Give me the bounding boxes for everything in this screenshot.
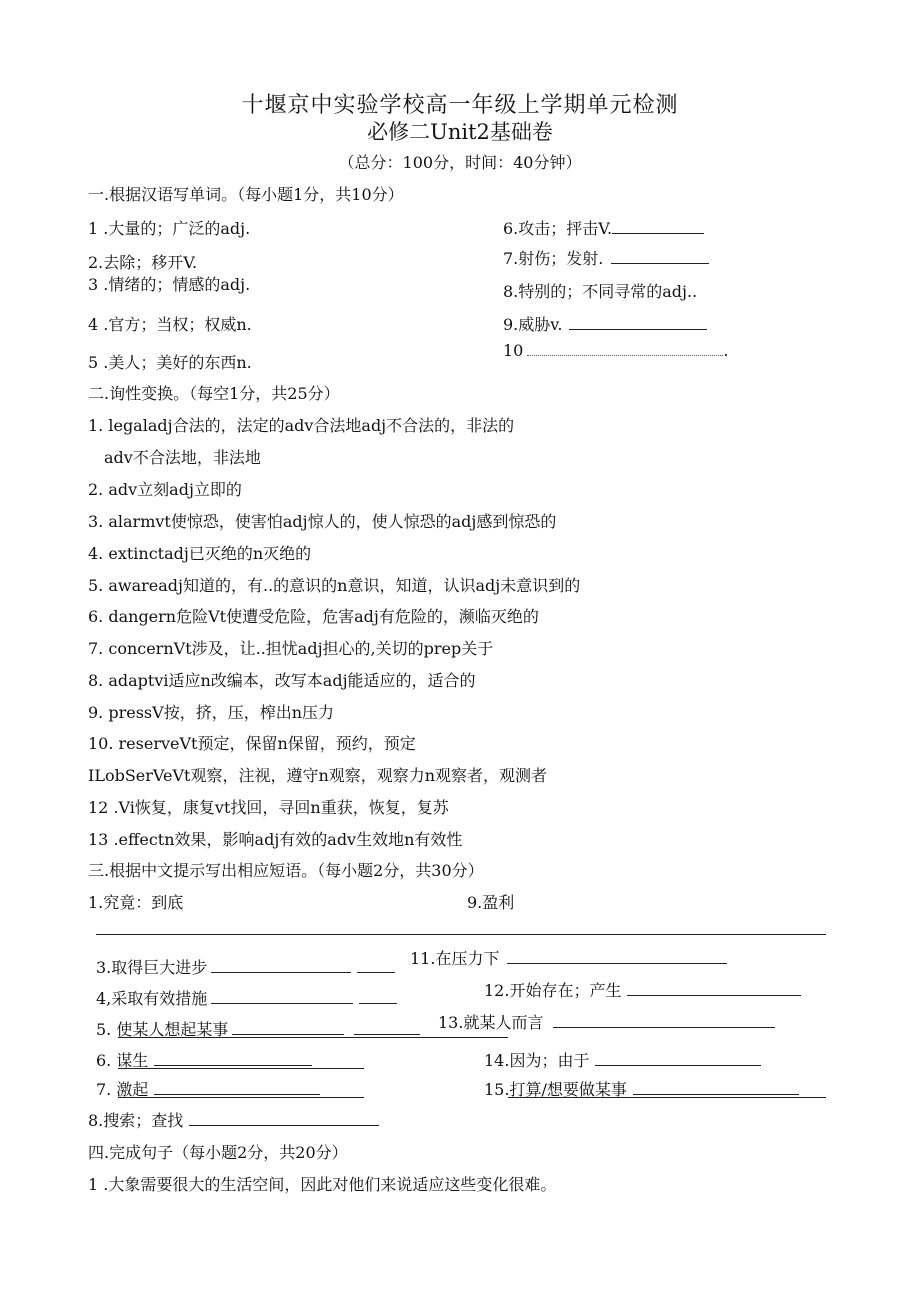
answer-line[interactable] [118,1097,364,1098]
exam-meta: （总分：100分，时间：40分钟） [338,153,582,172]
answer-line[interactable] [508,1097,826,1098]
s3-item-3: 3.取得巨大进步 [96,955,395,978]
s3-item-5: 5. 使某人想起某事 [96,1017,420,1040]
answer-blank[interactable] [232,1020,344,1035]
s2-item: 1. legaladj合法的，法定的adv合法地adj不合法的，非法的 [88,416,515,435]
s1-item-10: 10 . [503,341,729,360]
answer-line[interactable] [96,934,826,935]
s3-item-8: 8.搜索；查找 [88,1108,379,1131]
s2-item: 7. concernVt涉及，让..担忧adj担心的,关切的prep关于 [88,639,494,658]
answer-blank[interactable] [211,989,353,1004]
answer-blank[interactable] [359,989,397,1004]
s1-item-9: 9.威胁v. [503,312,707,335]
answer-blank[interactable] [612,219,704,234]
s2-item: 10. reserveVt预定，保留n保留，预约，预定 [88,734,416,753]
s3-item-11: 11.在压力下 [410,946,727,969]
answer-blank[interactable] [527,341,723,356]
s1-item-4: 4 .官方；当权；权威n. [88,315,252,334]
s3-item-12: 12.开始存在；产生 [484,978,801,1001]
s1-item-6: 6.攻击；抨击V. [503,216,704,239]
s1-item-2: 2.去除；移开V. [88,253,198,272]
s2-item: 4. extinctadj已灭绝的n灭绝的 [88,544,312,563]
s1-item-1: 1 .大量的；广泛的adj. [88,219,251,238]
answer-line[interactable] [118,1037,508,1038]
page-subtitle: 必修二Unit2基础卷 [367,120,553,144]
answer-blank[interactable] [569,315,707,330]
answer-blank[interactable] [211,958,351,973]
answer-blank[interactable] [189,1111,379,1126]
section2-heading: 二.询性变换。（每空1分，共25分） [88,384,340,403]
s2-item: 5. awareadj知道的，有..的意识的n意识，知道，认识adj未意识到的 [88,576,581,595]
s1-item-3: 3 .情绪的；情感的adj. [88,275,251,294]
s2-item: 12 .Vi恢复，康复vt找回，寻回n重获，恢复，复苏 [88,798,449,817]
answer-blank[interactable] [553,1013,775,1028]
answer-blank[interactable] [154,1080,320,1095]
s2-item: 3. alarmvt使惊恐，使害怕adj惊人的，使人惊恐的adj感到惊恐的 [88,512,557,531]
answer-blank[interactable] [595,1051,761,1066]
s1-item-5: 5 .美人；美好的东西n. [88,353,252,372]
s4-item-1: 1 .大象需要很大的生活空间，因此对他们来说适应这些变化很难。 [88,1175,557,1194]
s3-item-13: 13.就某人而言 [438,1010,775,1033]
answer-blank[interactable] [357,958,395,973]
section3-heading: 三.根据中文提示写出相应短语。（每小题2分，共30分） [88,861,484,880]
answer-blank[interactable] [633,1080,799,1095]
s2-item: adv不合法地，非法地 [104,448,261,467]
s1-item-8: 8.特别的；不同寻常的adj.. [503,282,698,301]
s1-item-7: 7.射伤；发射. [503,246,709,269]
answer-blank[interactable] [154,1051,312,1066]
s3-item-4: 4,采取有效措施 [96,986,397,1009]
s2-item: 13 .effectn效果，影响adj有效的adv生效地n有效性 [88,830,463,849]
answer-blank[interactable] [354,1020,420,1035]
s3-item-1: 1.究竟：到底 [88,893,184,912]
s2-item: 2. adv立刻adj立即的 [88,480,242,499]
s3-item-7: 7. 激起 [96,1077,320,1100]
section4-heading: 四.完成句子（每小题2分，共20分） [88,1143,348,1162]
s2-item: ILobSerVeVt观察，注视，遵守n观察，观察力n观察者，观测者 [88,766,548,785]
s3-item-15: 15.打算/想要做某事 [484,1077,799,1100]
section1-heading: 一.根据汉语写单词。（每小题1分，共10分） [88,185,404,204]
s2-item: 8. adaptvi适应n改编本，改写本adj能适应的，适合的 [88,671,476,690]
answer-blank[interactable] [611,249,709,264]
answer-blank[interactable] [627,981,801,996]
s3-item-9: 9.盈利 [467,893,515,912]
s2-item: 6. dangern危险Vt使遭受危险，危害adj有危险的，濒临灭绝的 [88,607,539,626]
answer-blank[interactable] [507,949,727,964]
page-title: 十堰京中实验学校高一年级上学期单元检测 [241,93,679,118]
s3-item-6: 6. 谋生 [96,1048,312,1071]
s3-item-14: 14.因为；由于 [484,1048,761,1071]
s2-item: 9. pressV按，挤，压，榨出n压力 [88,703,334,722]
answer-line[interactable] [118,1068,364,1069]
